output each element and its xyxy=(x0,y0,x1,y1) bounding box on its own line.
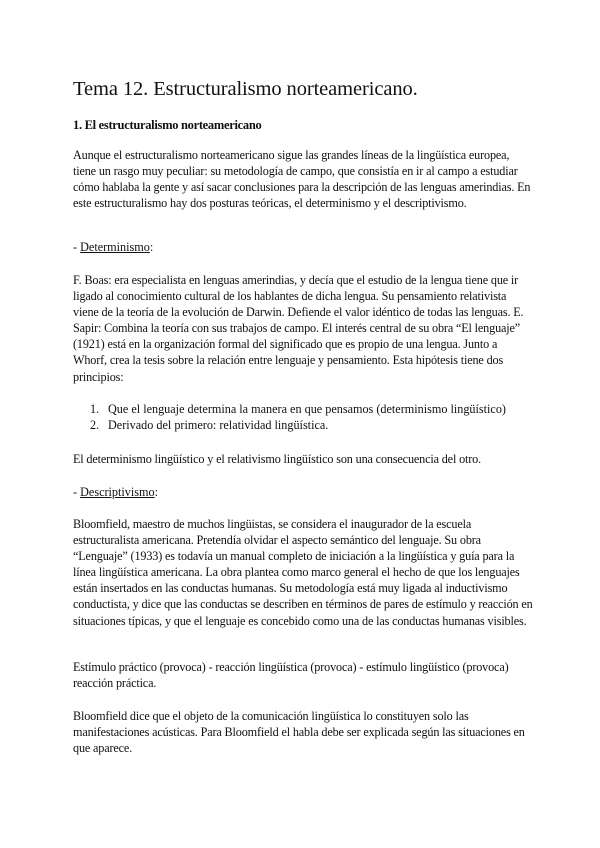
descriptivismo-label: Descriptivismo xyxy=(80,485,155,499)
list-item-text: Que el lenguaje determina la manera en que pensamos (determinismo lingüístico) xyxy=(108,402,506,416)
list-item-number: 2. xyxy=(90,417,100,432)
determinismo-label: Determinismo xyxy=(80,240,150,254)
list-item-number: 1. xyxy=(90,402,100,416)
descriptivismo-prefix: - xyxy=(73,485,81,499)
determinismo-suffix: : xyxy=(149,240,154,254)
closing-paragraph: Bloomfield dice que el objeto de la comunicación lingüística lo constituyen solo las manifestaciones acústicas. Para Bloomfield el habla debe ser explicada según las situaciones en que aparece. xyxy=(73,709,525,756)
determinismo-conclusion: El determinismo lingüístico y el relativismo lingüístico son una consecuencia del otro. xyxy=(73,452,482,466)
list-item xyxy=(90,418,530,434)
intro-paragraph: Aunque el estructuralismo norteamericano sigue las grandes líneas de la lingüística europea, tiene un rasgo muy peculiar: su metodología de campo, que consistía en ir al campo a estudiar cómo hablaba la gente y así sacar conclusiones para la descripción de las lenguas amerindias. En este estructuralismo hay dos posturas teóricas, el determinismo y el descriptivismo. xyxy=(73,148,531,211)
descriptivismo-paragraph: Bloomfield, maestro de muchos lingüistas, se considera el inaugurador de la escuela estructuralista americana. Pretendía olvidar el aspecto semántico del lenguaje. Su obra “Lenguaje” (1933) es todavía un manual completo de iniciación a la lingüística y guía para la línea lingüística americana. La obra plantea como marco general el hecho de que los lenguajes están insertados en las conductas humanas. Su metodología está muy ligada al inductivismo conductista, y dice que las conductas se describen en términos de pares de estímulo y reacción en situaciones típicas, y que el lenguaje es concebido como una de las conductas humanas visibles. xyxy=(73,517,533,628)
descriptivismo-heading xyxy=(73,484,158,500)
page-title: Tema 12. Estructuralismo norteamericano. xyxy=(73,78,418,100)
descriptivismo-suffix: : xyxy=(154,485,158,499)
determinismo-heading xyxy=(73,239,153,255)
document-page xyxy=(73,76,533,756)
section-heading: 1. El estructuralismo norteamericano xyxy=(73,118,262,132)
list-item xyxy=(90,402,530,418)
determinismo-prefix: - xyxy=(73,240,81,254)
list-item-text: Derivado del primero: relatividad lingüística. xyxy=(108,417,329,432)
determinismo-paragraph: F. Boas: era especialista en lenguas amerindias, y decía que el estudio de la lengua tiene que ir ligado al conocimiento cultural de los hablantes de dicha lengua. Su pensamiento relativista viene de la teoría de la evolución de Darwin. Defiende el valor idéntico de todas las lenguas. E. Sapir: Combina la teoría con sus trabajos de campo. El interés central de su obra “El lenguaje” (1921) está en la organización formal del significado que es propio de una lengua. Junto a Whorf, crea la tesis sobre la relación entre lenguaje y pensamiento. Esta hipótesis tiene dos principios: xyxy=(73,273,524,384)
principles-list xyxy=(90,402,530,434)
stimulus-scheme: Estímulo práctico (provoca) - reacción lingüística (provoca) - estímulo lingüístico (provoca) reacción práctica. xyxy=(73,660,509,691)
